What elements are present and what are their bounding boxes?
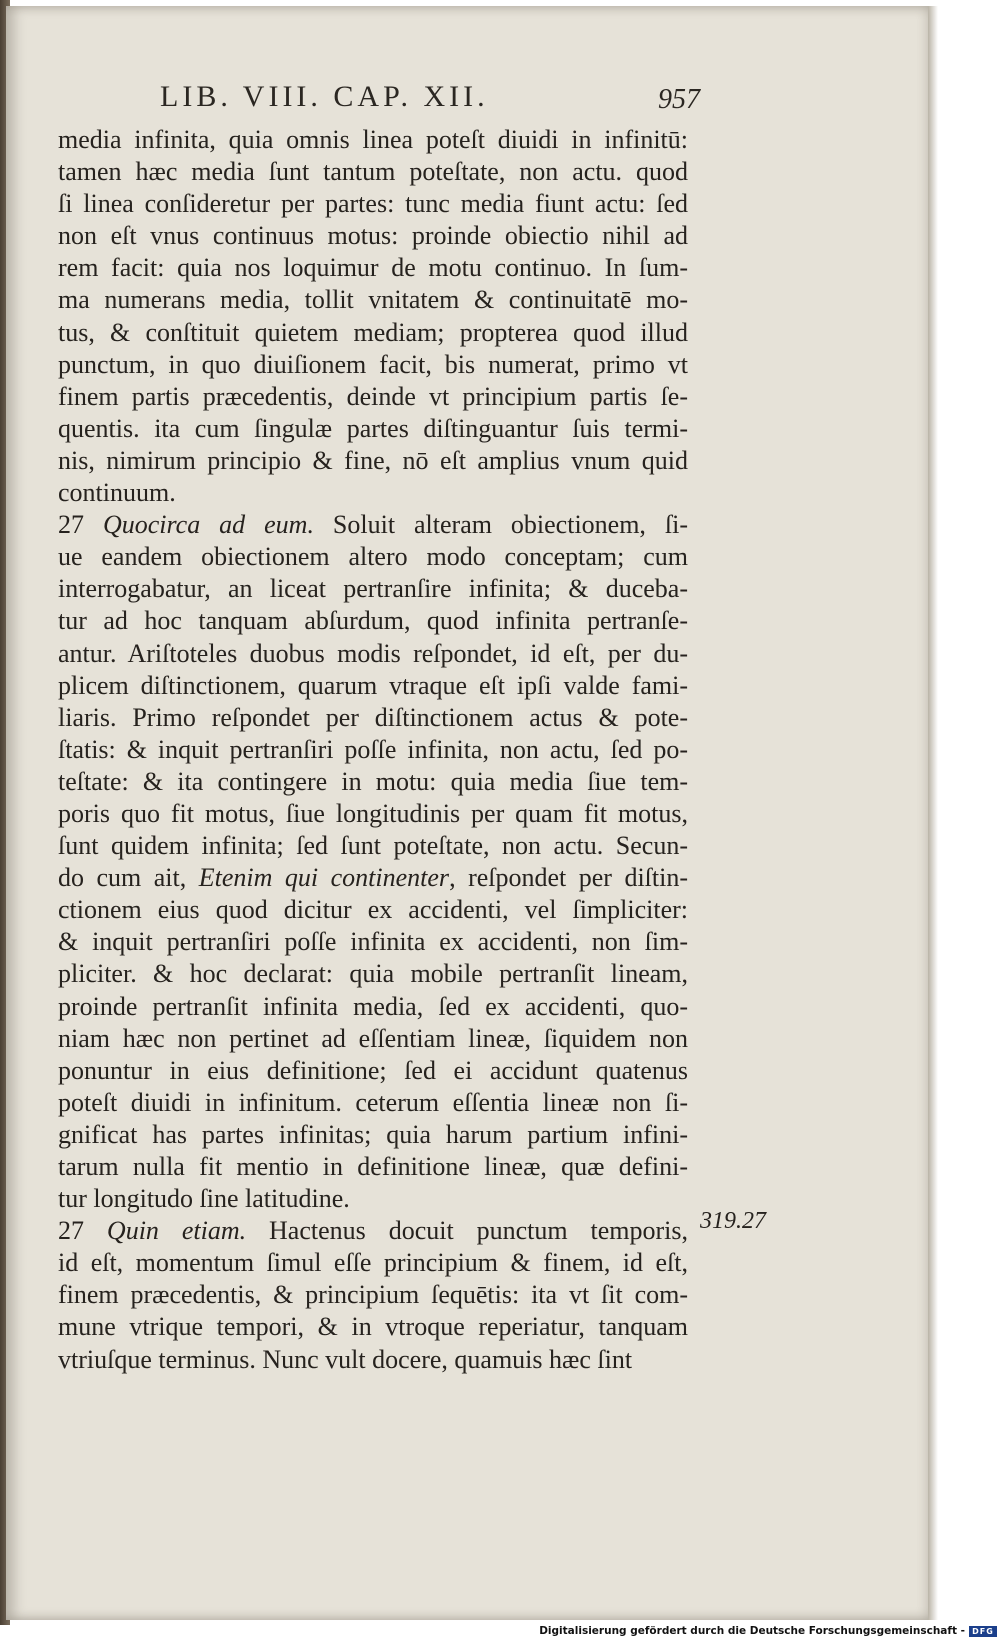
text-line: ſi linea conſideretur per partes: tunc media fiunt actu: ſed: [58, 189, 688, 219]
text-line: ctionem eius quod dicitur ex accidenti, vel ſimpliciter:: [58, 895, 688, 925]
text-line: do cum ait, Etenim qui continenter, reſpondet per diſtin-: [58, 863, 689, 893]
text-line: media infinita, quia omnis linea poteſt diuidi in infinitū:: [58, 125, 688, 154]
text-line: tus, & conſtituit quietem mediam; propterea quod illud: [58, 317, 688, 347]
dfg-logo-icon: DFG: [969, 1626, 997, 1637]
text-line: interrogabatur, an liceat pertranſire infinita; & duceba-: [58, 574, 688, 604]
text-line: ſunt quidem infinita; ſed ſunt poteſtate, non actu. Secun-: [58, 831, 688, 861]
text-line: 27 Quocirca ad eum. Soluit alteram obiectionem, ſi-: [58, 510, 689, 540]
text-line: ſtatis: & inquit pertranſiri poſſe infinita, non actu, ſed po-: [58, 734, 688, 764]
text-line: tur longitudo ſine latitudine.: [58, 1184, 350, 1214]
text-line: teſtate: & ita contingere in motu: quia media ſiue tem-: [58, 766, 688, 796]
body-text: [58, 124, 688, 1376]
text-line: liaris. Primo reſpondet per diſtinctionem actus & pote-: [58, 702, 688, 732]
text-line: ma numerans media, tollit vnitatem & continuitatē mo-: [58, 285, 688, 315]
text-line: poteſt diuidi in infinitum. ceterum eſſentia lineæ non ſi-: [58, 1087, 688, 1117]
text-line: poris quo fit motus, ſiue longitudinis per quam fit motus,: [58, 798, 688, 828]
text-line: tamen hæc media ſunt tantum poteſtate, non actu. quod: [58, 157, 688, 187]
text-line: gnificat has partes infinitas; quia harum partium infini-: [58, 1119, 688, 1149]
text-line: id eſt, momentum ſimul eſſe principium & finem, id eſt,: [58, 1248, 688, 1278]
text-line: antur. Ariſtoteles duobus modis reſpondet, id eſt, per du-: [58, 638, 688, 668]
text-line: niam hæc non pertinet ad eſſentiam lineæ, ſiquidem non: [58, 1023, 688, 1053]
margin-reference: 319.27: [700, 1208, 766, 1234]
text-line: ponuntur in eius definitione; ſed ei accidunt quatenus: [58, 1055, 688, 1085]
text-line: mune vtrique tempori, & in vtroque reperiatur, tanquam: [58, 1312, 688, 1342]
text-line: continuum.: [58, 478, 176, 508]
text-line: pliciter. & hoc declarat: quia mobile pertranſit lineam,: [58, 959, 688, 989]
text-line: punctum, in quo diuiſionem facit, bis numerat, primo vt: [58, 349, 688, 379]
text-line: finem partis præcedentis, deinde vt principium partis ſe-: [58, 381, 688, 411]
text-line: plicem diſtinctionem, quarum vtraque eſt ipſi valde fami-: [58, 670, 688, 700]
page-edge-shadow: [928, 6, 938, 1620]
text-line: proinde pertranſit infinita media, ſed ex accidenti, quo-: [58, 991, 688, 1021]
digitization-credit: Digitalisierung gefördert durch die Deutsche Forschungsgemeinschaft -: [539, 1625, 965, 1637]
page-number: 957: [658, 84, 700, 115]
text-line: finem præcedentis, & principium ſequētis: ita vt ſit com-: [58, 1280, 688, 1310]
text-line: vtriuſque terminus. Nunc vult docere, quamuis hæc ſint: [58, 1344, 633, 1374]
text-line: tarum nulla fit mentio in definitione lineæ, quæ defini-: [58, 1152, 688, 1181]
text-line: quentis. ita cum ſingulæ partes diſtinguantur ſuis termi-: [58, 413, 688, 443]
text-line: non eſt vnus continuus motus: proinde obiectio nihil ad: [58, 221, 688, 251]
digitization-footer: [0, 1625, 1000, 1638]
text-line: 27 Quin etiam. Hactenus docuit punctum temporis,: [58, 1216, 688, 1246]
running-head-title: LIB. VIII. CAP. XII.: [160, 80, 489, 113]
text-line: nis, nimirum principio & fine, nō eſt amplius vnum quid: [58, 445, 688, 475]
running-head: [160, 80, 700, 120]
text-line: tur ad hoc tanquam abſurdum, quod infinita pertranſe-: [58, 606, 688, 636]
text-line: & inquit pertranſiri poſſe infinita ex accidenti, non ſim-: [58, 927, 688, 957]
text-line: ue eandem obiectionem altero modo conceptam; cum: [58, 542, 688, 572]
text-line: rem facit: quia nos loquimur de motu continuo. In ſum-: [58, 253, 688, 283]
